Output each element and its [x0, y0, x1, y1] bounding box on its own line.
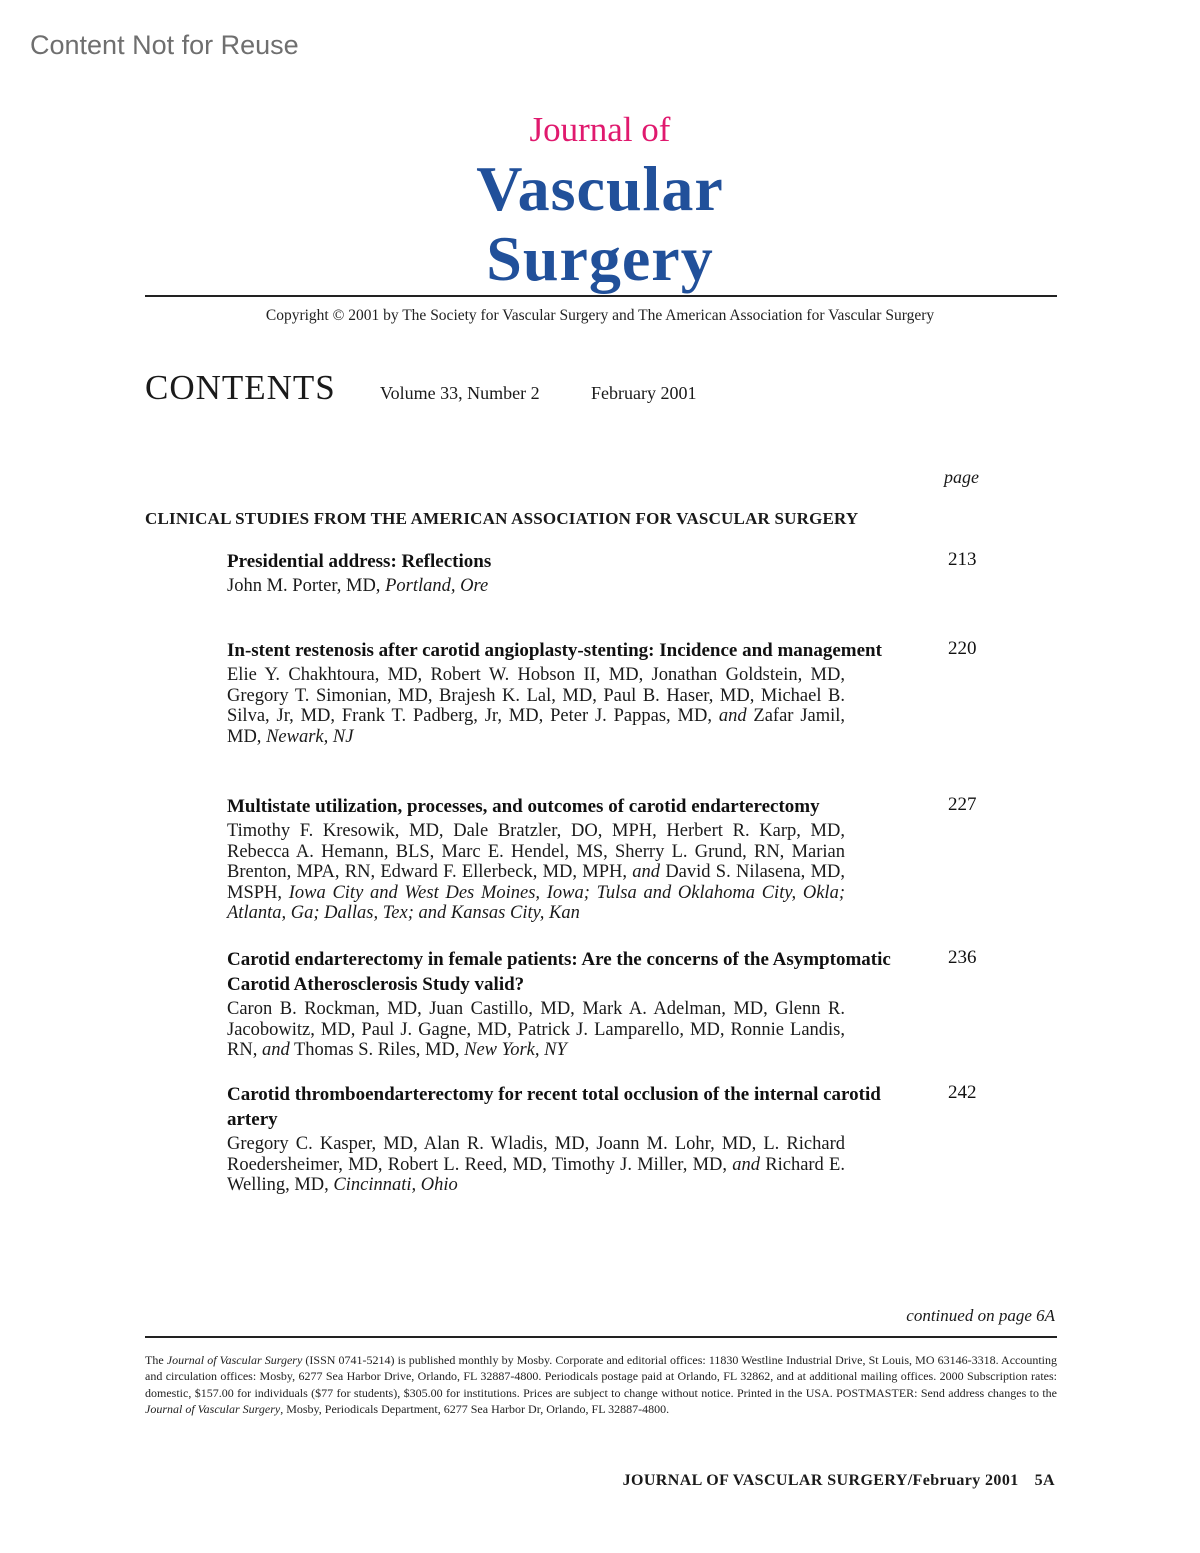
author-list: Timothy F. Kresowik, MD, Dale Bratzler, DO, MPH, Herbert R. Karp, MD, Rebecca A. Hemann, BLS, Marc E. Hendel, MS, Sherry L. Grund, RN, Marian Brenton, MPA, RN, Edward F. Ellerbeck, MD, MPH,	[227, 821, 845, 882]
masthead-rule	[145, 295, 1057, 297]
publisher-footnote	[145, 1352, 1057, 1417]
toc-entry[interactable]	[227, 794, 1017, 924]
running-footer	[623, 1472, 1055, 1490]
article-authors	[227, 821, 845, 924]
author-list-end: David S. Nilasena, MD, MSPH,	[227, 862, 846, 903]
author-conjunction: and	[261, 1040, 290, 1060]
article-page-number: 213	[948, 549, 977, 570]
author-conjunction: and	[732, 1154, 760, 1175]
contents-heading: CONTENTS	[145, 368, 336, 407]
section-heading: CLINICAL STUDIES FROM THE AMERICAN ASSOCIATION FOR VASCULAR SURGERY	[145, 509, 859, 528]
masthead-journal-of: Journal of	[529, 110, 671, 149]
article-authors	[227, 576, 845, 597]
toc-entry[interactable]	[227, 549, 1017, 597]
author-list-end: Richard E. Welling, MD,	[227, 1154, 845, 1195]
toc-entry[interactable]	[227, 947, 1017, 1061]
author-list: Elie Y. Chakhtoura, MD, Robert W. Hobson II, MD, Jonathan Goldstein, MD, Gregory T. Simonian, MD, Brajesh K. Lal, MD, Paul B. Haser, MD, Michael B. Silva, Jr, MD, Frank T. Padberg, Jr, MD, Peter J. Pappas, MD,	[227, 665, 845, 726]
article-page-number: 242	[948, 1082, 977, 1103]
article-page-number: 227	[948, 794, 977, 815]
author-location: New York, NY	[464, 1040, 567, 1060]
article-title[interactable]: Multistate utilization, processes, and outcomes of carotid endarterectomy	[227, 796, 820, 817]
copyright-line: Copyright © 2001 by The Society for Vascular Surgery and The American Association for Vascular Surgery	[265, 307, 935, 324]
author-conjunction: and	[632, 862, 661, 882]
issue-volume: Volume 33, Number 2	[380, 383, 540, 403]
footnote-rule	[145, 1336, 1057, 1338]
author-list: Caron B. Rockman, MD, Juan Castillo, MD, Mark A. Adelman, MD, Glenn R. Jacobowitz, MD, Paul J. Gagne, MD, Patrick J. Lamparello, MD, Ronnie Landis, RN,	[227, 999, 845, 1060]
continued-note: continued on page 6A	[906, 1306, 1055, 1325]
author-list: Gregory C. Kasper, MD, Alan R. Wladis, MD, Joann M. Lohr, MD, L. Richard Roedersheimer, MD, Robert L. Reed, MD, Timothy J. Miller, MD,	[227, 1134, 845, 1175]
masthead-surgery: Surgery	[486, 223, 714, 294]
watermark: Content Not for Reuse	[30, 30, 299, 60]
article-authors	[227, 1134, 845, 1196]
running-head: JOURNAL OF VASCULAR SURGERY/February 2001	[622, 1472, 1019, 1489]
author-list-end: Zafar Jamil, MD,	[227, 706, 846, 747]
article-title[interactable]: In-stent restenosis after carotid angioplasty-stenting: Incidence and management	[227, 640, 882, 661]
author-conjunction: and	[718, 706, 747, 726]
page-column-label: page	[944, 467, 979, 487]
toc-entry[interactable]	[227, 638, 1017, 747]
author-list: John M. Porter, MD,	[227, 576, 381, 596]
footnote-journal-name: Journal of Vascular Surgery	[166, 1353, 303, 1367]
author-location: Cincinnati, Ohio	[333, 1175, 458, 1195]
author-location: Newark, NJ	[266, 726, 354, 747]
author-location: Portland, Ore	[385, 576, 489, 596]
article-authors	[227, 999, 845, 1061]
article-page-number: 236	[948, 947, 977, 968]
footnote-journal-name: Journal of Vascular Surgery	[145, 1401, 281, 1416]
article-page-number: 220	[948, 638, 977, 659]
article-title[interactable]: Carotid thromboendarterectomy for recent total occlusion of the internal carotid artery	[227, 1084, 881, 1130]
issue-date: February 2001	[591, 383, 697, 403]
author-location: Iowa City and West Des Moines, Iowa; Tulsa and Oklahoma City, Okla; Atlanta, Ga; Dallas, Tex; and Kansas City, Kan	[227, 882, 845, 923]
page-number: 5A	[1034, 1472, 1055, 1489]
masthead-vascular: Vascular	[476, 153, 724, 224]
footnote-text-body: (ISSN 0741-5214) is published monthly by Mosby. Corporate and editorial offices: 11830 Westline Industrial Drive, St Louis, MO 63146-3318. Accounting and circulation offices: Mosby, 6277 Sea Harbor Drive, Orlando, FL 32887-4800. Periodicals postage paid at Orlando, FL 32862, and at additional mailing offices. 2000 Subscription rates: domestic, $157.00 for individuals ($77 for students), $305.00 for institutions. Prices are subject to change without notice. Printed in the USA. POSTMASTER: Send address changes to the	[145, 1353, 1058, 1400]
article-authors	[227, 665, 845, 747]
footnote-text-end: , Mosby, Periodicals Department, 6277 Sea Harbor Dr, Orlando, FL 32887-4800.	[280, 1401, 670, 1416]
article-title[interactable]: Carotid endarterectomy in female patients: Are the concerns of the Asymptomatic Carotid Atherosclerosis Study valid?	[227, 949, 891, 995]
footnote-text-start: The	[145, 1353, 164, 1367]
toc-entry[interactable]	[227, 1082, 1017, 1196]
article-title[interactable]: Presidential address: Reflections	[227, 551, 492, 572]
author-list-end: Thomas S. Riles, MD,	[294, 1040, 460, 1060]
